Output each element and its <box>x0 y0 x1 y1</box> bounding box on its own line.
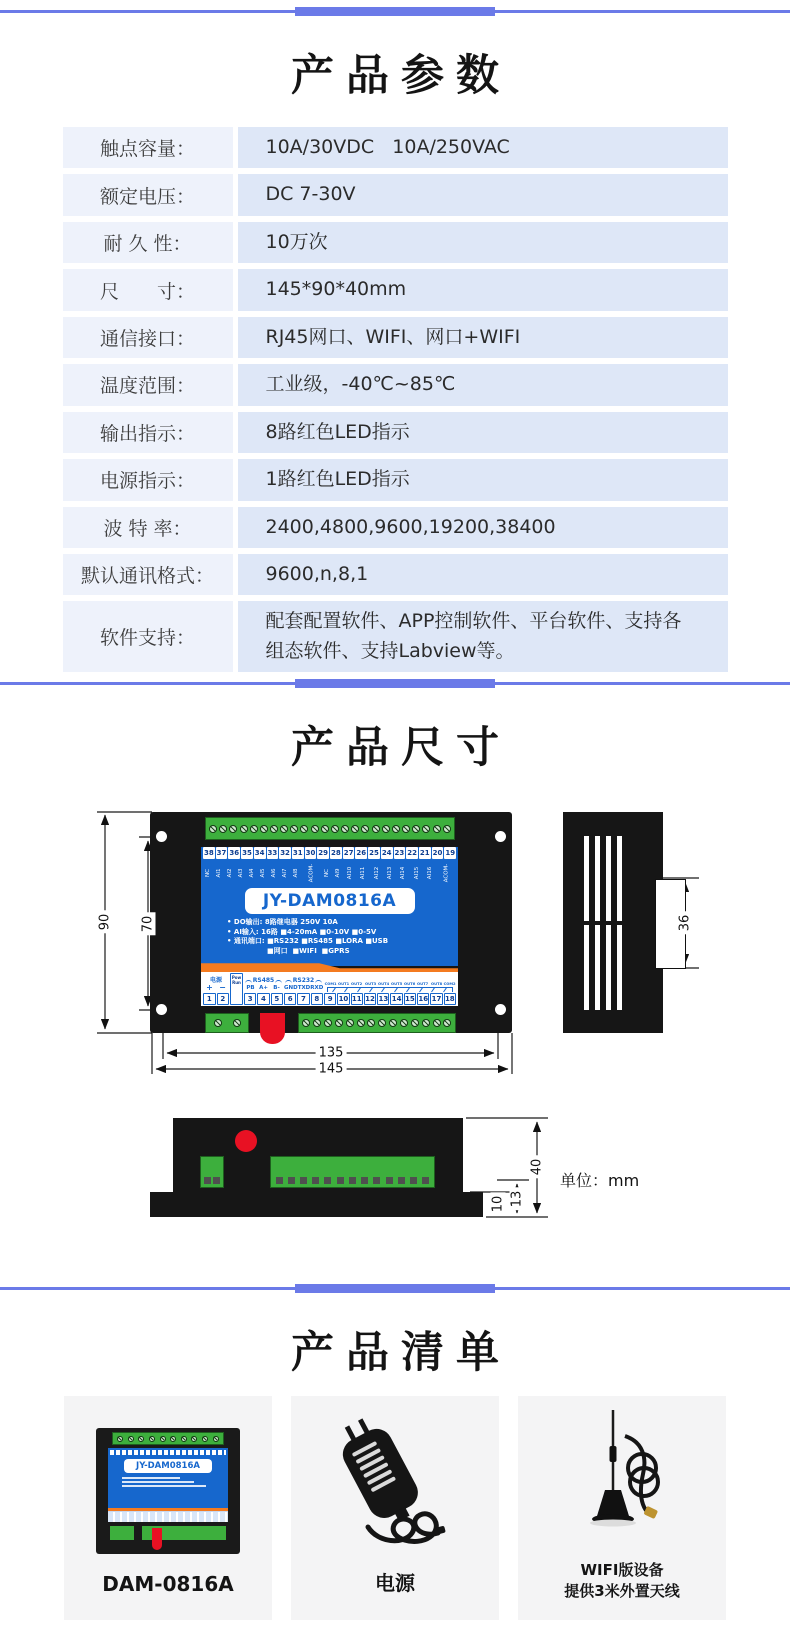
terminal-screw <box>361 825 369 833</box>
param-label: 输出指示： <box>63 412 233 453</box>
bottom-flange <box>150 1192 483 1217</box>
device-side-view <box>563 812 663 1033</box>
mini-model-plate: JY-DAM0816A <box>124 1459 212 1473</box>
dimension-drawing <box>0 775 790 1277</box>
terminal-number: 4 <box>257 993 269 1005</box>
dim-total-depth: 40 <box>530 1156 545 1179</box>
terminal-screw <box>378 1019 386 1027</box>
top-terminal-numbers <box>203 847 456 859</box>
relay-symbol <box>365 988 377 992</box>
terminal-screw <box>402 825 410 833</box>
terminal-screw <box>382 825 390 833</box>
divider-bar <box>295 1284 495 1293</box>
param-value: 145*90*40mm <box>238 269 728 310</box>
terminal-screw <box>372 825 380 833</box>
terminal-screw <box>433 825 441 833</box>
terminal-screw <box>341 825 349 833</box>
terminal-label: AI11 <box>360 867 367 880</box>
terminal-screw <box>313 1019 321 1027</box>
product-card-antenna <box>518 1396 726 1620</box>
device-faceplate <box>201 847 458 966</box>
param-row <box>63 554 728 595</box>
terminal-number: 26 <box>356 849 367 858</box>
dim-flange-depth: 10 <box>491 1193 506 1216</box>
terminal-label: AI7 <box>282 868 289 878</box>
divider-bar <box>295 679 495 688</box>
terminal-screw <box>389 1019 397 1027</box>
param-value: DC 7-30V <box>238 174 728 215</box>
relay-symbol <box>353 988 365 992</box>
param-label: 触点容量： <box>63 127 233 168</box>
output-label: OUT5 <box>391 981 403 987</box>
terminal-number: 3 <box>244 993 256 1005</box>
relay-symbol <box>390 988 402 992</box>
terminal-label: AI1 <box>216 868 223 878</box>
param-label: 耐 久 性： <box>63 222 233 263</box>
terminal-number: 17 <box>431 995 442 1004</box>
module-image <box>64 1396 272 1572</box>
param-label: 温度范围： <box>63 364 233 405</box>
terminal-screw <box>351 825 359 833</box>
terminal-label: AI5 <box>260 868 267 878</box>
terminal-number: 5 <box>271 993 283 1005</box>
terminal-screw <box>191 1436 197 1442</box>
terminal-screw <box>367 1019 375 1027</box>
param-row <box>63 269 728 310</box>
terminal-label: AI15 <box>413 867 420 880</box>
terminal-screw <box>233 1019 241 1027</box>
param-value: 1路红色LED指示 <box>238 459 728 500</box>
terminal-number: 34 <box>254 849 265 858</box>
terminal-number: 31 <box>292 849 303 858</box>
terminal-screw <box>280 825 288 833</box>
top-terminal-labels <box>203 861 456 885</box>
terminal-screw <box>321 825 329 833</box>
param-value: RJ45网口、WIFI、网口+WIFI <box>238 317 728 358</box>
terminal-screw <box>443 1019 451 1027</box>
terminal-number: 2 <box>217 993 230 1005</box>
product-name: 电源 <box>375 1571 415 1596</box>
pin-label: B- <box>273 985 280 992</box>
terminal-number: 35 <box>242 849 252 858</box>
terminal-number: 23 <box>394 849 405 858</box>
power-adapter-image <box>291 1396 499 1567</box>
bottom-terminal-panel <box>201 972 458 1006</box>
output-label: OUT8 <box>430 981 442 987</box>
output-group <box>324 973 456 1005</box>
mounting-hole <box>156 1004 167 1015</box>
param-value: 2400,4800,9600,19200,38400 <box>238 507 728 548</box>
param-row <box>63 507 728 548</box>
terminal-label: AI16 <box>427 867 434 880</box>
device-specs <box>227 918 458 956</box>
mounting-hole <box>495 1004 506 1015</box>
terminal-label: AI10 <box>346 867 353 880</box>
param-row <box>63 222 728 263</box>
spec-line: • DO输出: 8路继电器 250V 10A <box>227 918 338 927</box>
pin-label: TXD <box>297 985 311 992</box>
terminal-number: 29 <box>318 849 329 858</box>
terminal-screw <box>331 825 339 833</box>
section-divider <box>0 7 790 16</box>
rs485-group <box>244 973 283 1005</box>
product-list-section-title: 产品清单 <box>291 1328 511 1379</box>
terminal-screw <box>214 1019 222 1027</box>
terminal-number: 19 <box>445 849 456 858</box>
terminal-number: 38 <box>203 849 214 858</box>
power-adapter-graphic <box>320 1407 470 1557</box>
output-label: OUT6 <box>404 981 416 987</box>
param-label: 软件支持： <box>63 601 233 672</box>
output-label: OUT1 <box>338 981 350 987</box>
terminal-number: 18 <box>444 995 455 1004</box>
terminal-number: 14 <box>391 995 402 1004</box>
terminal-screw <box>324 1019 332 1027</box>
terminal-number: 30 <box>305 849 316 858</box>
section-divider <box>0 679 790 688</box>
bottom-connector-small <box>200 1156 224 1188</box>
output-label: OUT2 <box>351 981 363 987</box>
terminal-label: AI6 <box>271 868 278 878</box>
terminal-number: 16 <box>418 995 429 1004</box>
product-name: DAM-0816A <box>102 1572 234 1597</box>
param-label: 尺 寸： <box>63 269 233 310</box>
terminal-number: 13 <box>378 995 389 1004</box>
mini-terminal-row <box>110 1450 226 1455</box>
terminal-label: AI4 <box>249 868 256 878</box>
terminal-number: 10 <box>338 995 349 1004</box>
param-row <box>63 412 728 453</box>
dim-terminal-depth: 13 <box>510 1188 525 1211</box>
param-label: 波 特 率： <box>63 507 233 548</box>
product-cards <box>0 1396 790 1652</box>
output-label: COM1 <box>324 981 337 987</box>
param-value: 配套配置软件、APP控制软件、平台软件、支持各组态软件、支持Labview等。 <box>238 601 728 672</box>
terminal-number: 25 <box>369 849 379 858</box>
relay-symbols <box>327 987 453 992</box>
dim-hole-width: 135 <box>316 1046 347 1061</box>
param-label: 通信接口： <box>63 317 233 358</box>
relay-symbol <box>378 988 390 992</box>
antenna-image <box>518 1396 726 1560</box>
param-value: 工业级，-40℃~85℃ <box>238 364 728 405</box>
mini-faceplate <box>108 1448 228 1522</box>
mounting-hole <box>495 831 506 842</box>
terminal-label: AI9 <box>334 868 341 878</box>
param-value: 10万次 <box>238 222 728 263</box>
param-value: 10A/30VDC 10A/250VAC <box>238 127 728 168</box>
rs232-label: RS232 <box>292 977 315 985</box>
terminal-label: AI14 <box>400 867 407 880</box>
rs485-label: RS485 <box>252 977 275 985</box>
terminal-label: ACOM- <box>443 863 450 883</box>
terminal-screw <box>270 825 278 833</box>
terminal-number: 12 <box>365 995 375 1004</box>
terminal-number: 20 <box>432 849 443 858</box>
spec-line: ■网口 ■WIFI ■GPRS <box>267 946 350 955</box>
mini-spec-lines <box>122 1477 228 1487</box>
terminal-screw <box>311 825 319 833</box>
spec-line: • AI输入: 16路 ■4-20mA ■0-10V ■0-5V <box>227 927 377 936</box>
terminal-label: AI3 <box>238 868 245 878</box>
params-section-title: 产品参数 <box>291 51 511 101</box>
param-label: 额定电压： <box>63 174 233 215</box>
power-group-label: 电源 <box>209 977 222 985</box>
relay-symbol <box>427 988 439 992</box>
model-name: JY-DAM0816A <box>262 891 397 912</box>
terminal-number: 22 <box>407 849 417 858</box>
terminal-number: 1 <box>203 993 216 1005</box>
param-row <box>63 174 728 215</box>
terminal-screw <box>412 825 420 833</box>
terminal-number: 11 <box>351 995 362 1004</box>
terminal-label: ACOM- <box>308 863 315 883</box>
terminal-screw <box>229 825 237 833</box>
bottom-connector-large <box>270 1156 435 1188</box>
terminal-screw <box>213 1436 219 1442</box>
dim-side-depth: 36 <box>678 912 693 935</box>
power-group <box>203 973 229 1005</box>
param-row <box>63 364 728 405</box>
rs232-group <box>284 973 323 1005</box>
product-card-power <box>291 1396 499 1620</box>
relay-symbol <box>340 988 352 992</box>
terminal-screw <box>149 1436 155 1442</box>
terminal-number: 28 <box>331 849 341 858</box>
dimensions-section-title: 产品尺寸 <box>291 723 511 774</box>
relay-symbol <box>328 988 340 992</box>
terminal-screw <box>443 825 451 833</box>
terminal-strip-power <box>205 1013 249 1033</box>
terminal-screw <box>128 1436 134 1442</box>
output-label: OUT7 <box>417 981 429 987</box>
param-label: 电源指示： <box>63 459 233 500</box>
mini-terminal-strip <box>112 1432 224 1445</box>
product-card-module <box>64 1396 272 1620</box>
terminal-screw <box>138 1436 144 1442</box>
mini-bottom-strips <box>110 1526 226 1540</box>
output-label: OUT3 <box>364 981 376 987</box>
rs485-bracket <box>244 976 283 984</box>
rs232-bracket <box>284 976 323 984</box>
relay-symbol <box>415 988 427 992</box>
terminal-strip-bottom <box>298 1013 456 1033</box>
terminal-label: AI13 <box>387 867 394 880</box>
param-row <box>63 317 728 358</box>
terminal-screw <box>290 825 298 833</box>
antenna-graphic <box>547 1406 697 1551</box>
terminal-number: 15 <box>405 995 415 1004</box>
pin-label: A+ <box>259 985 268 992</box>
dim-outer-width: 145 <box>316 1062 347 1077</box>
param-row <box>63 601 728 672</box>
product-name: WIFI版设备 提供3米外置天线 <box>564 1561 680 1601</box>
terminal-screw <box>209 825 217 833</box>
output-label: COM2 <box>443 981 456 987</box>
terminal-screw <box>422 825 430 833</box>
usb-connector <box>260 1013 285 1044</box>
terminal-screw <box>346 1019 354 1027</box>
terminal-number: 6 <box>284 993 296 1005</box>
terminal-number: 27 <box>343 849 354 858</box>
relay-symbol <box>402 988 414 992</box>
terminal-label: NC <box>205 869 212 878</box>
terminal-screw <box>335 1019 343 1027</box>
param-row <box>63 127 728 168</box>
device-front-view <box>150 812 512 1033</box>
terminal-screw <box>202 1436 208 1442</box>
terminal-number: 36 <box>229 849 240 858</box>
terminal-number: 33 <box>267 849 278 858</box>
params-table <box>63 127 728 672</box>
terminal-strip-top <box>205 817 455 840</box>
dim-hole-height: 70 <box>141 913 156 936</box>
spec-line: • 通讯端口: ■RS232 ■RS485 ■LORA ■USB <box>227 937 389 946</box>
mounting-hole <box>156 831 167 842</box>
terminal-screw <box>300 825 308 833</box>
pin-label: PB <box>246 985 255 992</box>
terminal-number: 9 <box>324 993 336 1005</box>
terminal-screw <box>411 1019 419 1027</box>
pin-label: − <box>219 983 226 993</box>
terminal-screw <box>250 825 258 833</box>
unit-note: 单位：mm <box>560 1171 640 1191</box>
vent-slots <box>584 836 626 1010</box>
mini-terminal-panel <box>108 1511 228 1522</box>
terminal-number: 8 <box>311 993 323 1005</box>
terminal-number: 37 <box>216 849 227 858</box>
terminal-screw <box>392 825 400 833</box>
terminal-number: 7 <box>297 993 309 1005</box>
terminal-screw <box>422 1019 430 1027</box>
relay-symbol <box>440 988 452 992</box>
terminal-label: AI2 <box>227 868 234 878</box>
terminal-label: AI8 <box>293 868 300 878</box>
terminal-screw <box>302 1019 310 1027</box>
terminal-screw <box>219 825 227 833</box>
section-divider <box>0 1284 790 1293</box>
mini-module-graphic <box>96 1428 240 1554</box>
output-label: OUT4 <box>377 981 390 987</box>
terminal-screw <box>357 1019 365 1027</box>
param-row <box>63 459 728 500</box>
terminal-screw <box>170 1436 176 1442</box>
terminal-screw <box>117 1436 123 1442</box>
terminal-number: 32 <box>280 849 290 858</box>
terminal-screw <box>400 1019 408 1027</box>
terminal-screw <box>240 825 248 833</box>
terminal-screw <box>160 1436 166 1442</box>
model-plate <box>245 888 415 914</box>
terminal-label: AI12 <box>373 867 380 880</box>
terminal-screw <box>260 825 268 833</box>
param-value: 8路红色LED指示 <box>238 412 728 453</box>
terminal-label: NC <box>323 869 330 878</box>
device-bottom-view <box>150 1118 483 1217</box>
terminal-screw <box>181 1436 187 1442</box>
mini-usb-connector <box>152 1528 162 1550</box>
terminal-number: 24 <box>381 849 392 858</box>
terminal-screw <box>433 1019 441 1027</box>
pin-label: RXD <box>310 985 324 992</box>
divider-bar <box>295 7 495 16</box>
terminal-number: 21 <box>419 849 430 858</box>
param-value: 9600,n,8,1 <box>238 554 728 595</box>
pin-label: + <box>206 983 213 993</box>
param-label: 默认通讯格式： <box>63 554 233 595</box>
dim-outer-height: 90 <box>98 911 113 934</box>
pow-run-indicator: Pow Run <box>230 973 243 1005</box>
pin-label: GND <box>284 985 298 992</box>
